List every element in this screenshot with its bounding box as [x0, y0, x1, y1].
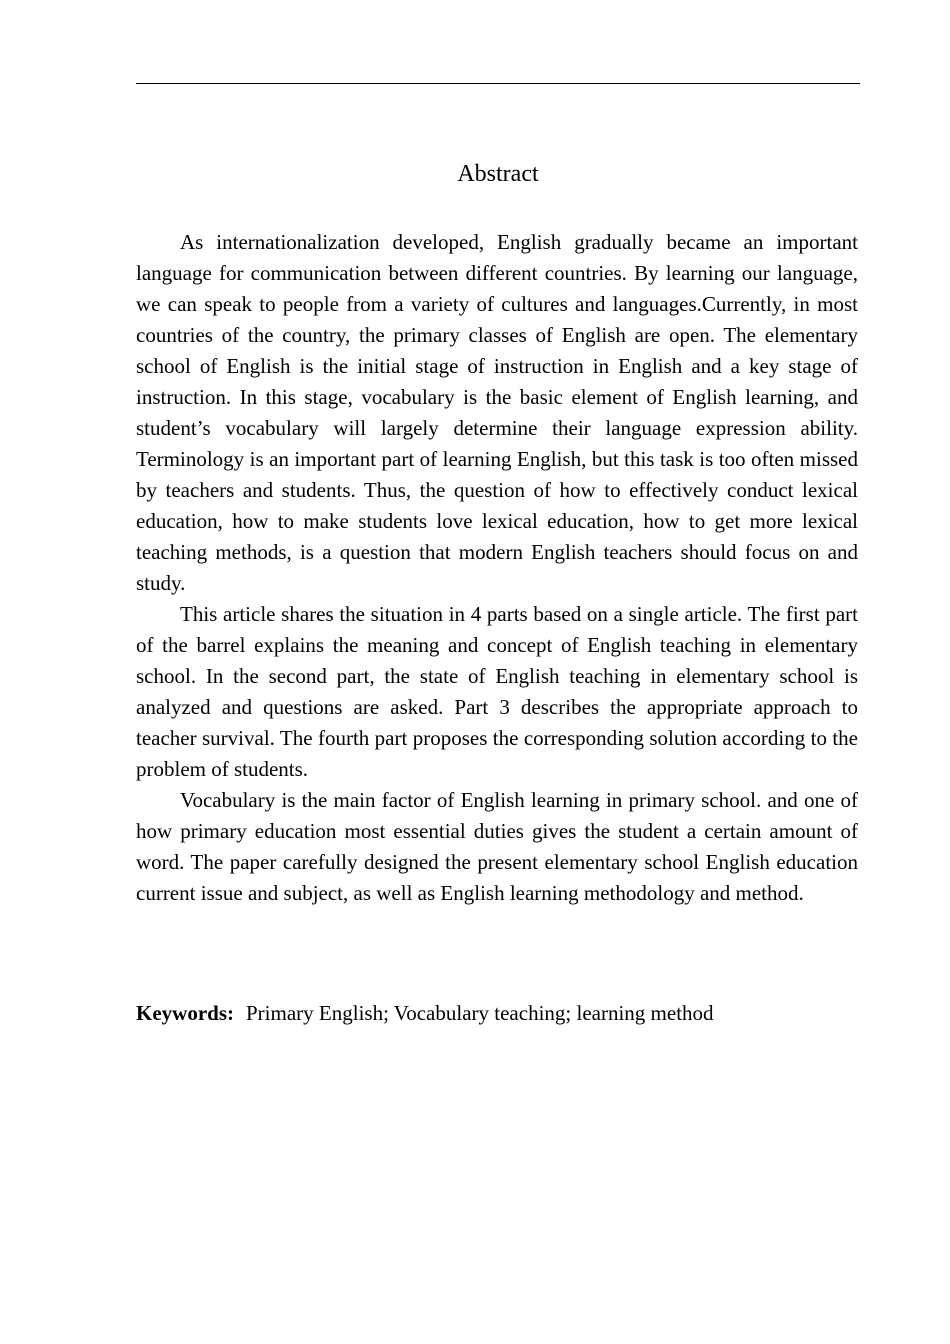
abstract-title: Abstract	[457, 161, 539, 187]
keywords-label: Keywords:	[136, 1001, 234, 1025]
header-rule	[136, 83, 860, 84]
abstract-body	[136, 227, 858, 909]
abstract-paragraph-2: This article shares the situation in 4 parts based on a single article. The first part of the barrel explains the meaning and concept of English teaching in elementary school. In the second part, the state of English teaching in elementary school is analyzed and questions are asked. Part 3 describes the appropriate approach to teacher survival. The fourth part proposes the corresponding solution according to the problem of students.	[136, 602, 858, 781]
abstract-paragraph-3: Vocabulary is the main factor of English learning in primary school. and one of how primary education most essential duties gives the student a certain amount of word. The paper carefully designed the present elementary school English education current issue and subject, as well as English learning methodology and method.	[136, 788, 858, 905]
keywords-line	[136, 998, 858, 1029]
abstract-paragraph-1: As internationalization developed, English gradually became an important language for communication between different countries. By learning our language, we can speak to people from a variety of cultures and languages.Currently, in most countries of the country, the primary classes of English are open. The elementary school of English is the initial stage of instruction in English and a key stage of instruction. In this stage, vocabulary is the basic element of English learning, and student’s vocabulary will largely determine their language expression ability. Terminology is an important part of learning English, but this task is too often missed by teachers and students. Thus, the question of how to effectively conduct lexical education, how to make students love lexical education, how to get more lexical teaching methods, is a question that modern English teachers should focus on and study.	[136, 230, 858, 595]
keywords-value: Primary English; Vocabulary teaching; learning method	[246, 1001, 714, 1025]
